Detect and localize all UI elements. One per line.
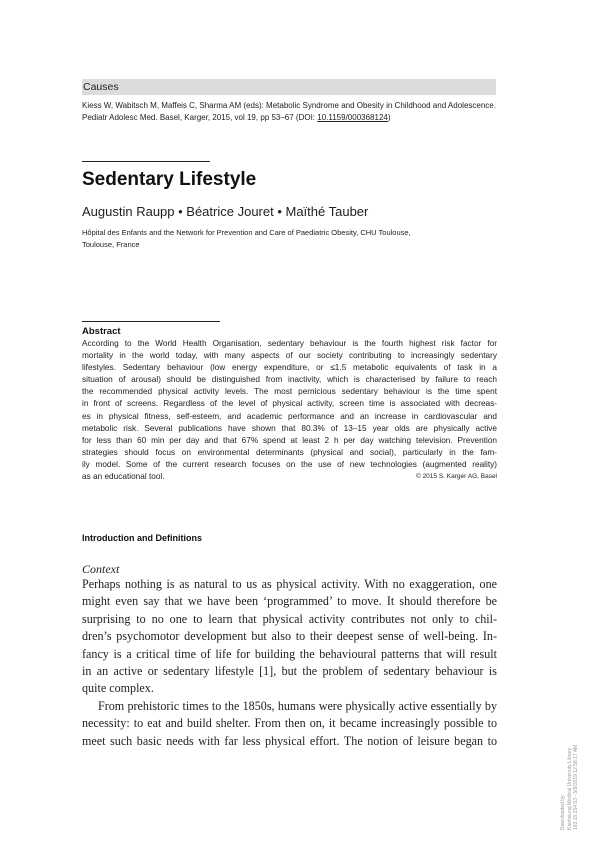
abstract-line-end: as an educational tool. xyxy=(82,472,165,482)
abstract-last-line xyxy=(82,471,497,483)
citation-close: ) xyxy=(387,112,391,122)
paragraph-line: quite complex. xyxy=(82,681,154,696)
abstract-line: the recommended physical activity levels. The most pernicious sedentary behaviour is the time spent xyxy=(82,387,497,397)
watermark-line: 163.15.154.53 - 5/9/2019 12:58:17 AM xyxy=(573,744,579,830)
citation xyxy=(82,100,502,123)
download-watermark xyxy=(560,710,600,840)
affiliation xyxy=(82,227,502,250)
paragraph-line: in an active or sedentary lifestyle [1], but the problem of sedentary behaviour is xyxy=(82,664,497,679)
abstract-line: strategies should focus on environmental determinants (physical and social), particularly in the fam- xyxy=(82,447,497,457)
doi-link[interactable]: 10.1159/000368124 xyxy=(317,112,388,122)
abstract-line: metabolic risk. Several publications have shown that 80.3% of 13–15 year olds are physically active xyxy=(82,423,497,433)
watermark-line: Kaohsiung Medical University Library xyxy=(566,747,573,830)
citation-text: Pediatr Adolesc Med. Basel, Karger, 2015, vol 19, pp 53–67 (DOI: xyxy=(82,112,318,122)
paragraph-line: fancy is a critical time of life for building the behavioural patterns that will result xyxy=(82,646,497,661)
abstract-line: for less than 60 min per day and that 67% spend at least 2 h per day watching television. Prevention xyxy=(82,435,497,445)
abstract-line: es in physical fitness, self-esteem, and academic performance and an increase in cardiovascular and xyxy=(82,411,497,421)
affiliation-line: Toulouse, France xyxy=(82,239,140,249)
subsection-heading: Context xyxy=(82,562,120,576)
authors: Augustin Raupp • Béatrice Jouret • Maïthé Tauber xyxy=(82,204,369,219)
watermark-line: Downloaded by: xyxy=(560,794,566,830)
section-label: Causes xyxy=(83,81,119,93)
paragraph-line: From prehistoric times to the 1850s, humans were physically active essentially by xyxy=(98,698,497,713)
body-text xyxy=(82,576,497,750)
copyright: © 2015 S. Karger AG, Basel xyxy=(415,473,497,481)
abstract-body xyxy=(82,338,497,483)
paragraph-line: meet such basic needs with far less physical effort. The notion of leisure began to xyxy=(82,733,497,748)
paragraph-line: necessity: to eat and build shelter. From then on, it became increasingly possible to xyxy=(82,716,497,731)
abstract-line: According to the World Health Organisation, sedentary behaviour is the fourth highest risk factor for xyxy=(82,339,497,348)
paragraph-line: Perhaps nothing is as natural to us as physical activity. With no exaggeration, one xyxy=(82,577,497,591)
abstract-line: mortality in the world today, with many aspects of our society contributing to increasingly sedentary xyxy=(82,351,497,361)
citation-line: Kiess W, Wabitsch M, Maffeis C, Sharma AM (eds): Metabolic Syndrome and Obesity in Childhood and Adolescence. xyxy=(82,101,496,110)
title-rule xyxy=(82,161,210,162)
abstract-line: situation of arousal) should be distinguished from inactivity, which is characterised by failure to reach xyxy=(82,375,497,385)
paragraph-line: dren’s psychomotor development but also to their deepest sense of well-being. In- xyxy=(82,629,497,644)
abstract-rule xyxy=(82,321,220,322)
abstract-heading: Abstract xyxy=(82,326,121,337)
affiliation-line: Hôpital des Enfants and the Network for Prevention and Care of Paediatric Obesity, CHU Toulouse, xyxy=(82,228,411,237)
citation-line xyxy=(82,112,502,124)
section-bar xyxy=(82,79,496,95)
section-heading: Introduction and Definitions xyxy=(82,533,202,543)
article-title: Sedentary Lifestyle xyxy=(82,169,257,190)
abstract-line: lifestyles. Sedentary behaviour (low energy expenditure, or ≤1.5 metabolic equivalents of task in a xyxy=(82,363,497,373)
abstract-line: in front of screens. Regardless of the level of physical activity, screen time is associated with decreas- xyxy=(82,399,497,409)
paragraph-line: surprising to no one to learn that physical activity contributes not only to chil- xyxy=(82,611,497,626)
paragraph-line: might even say that we have been ‘programmed’ to move. It should therefore be xyxy=(82,594,497,609)
abstract-line: ily model. Some of the current research focuses on the use of new technologies (augmented reality) xyxy=(82,459,497,469)
